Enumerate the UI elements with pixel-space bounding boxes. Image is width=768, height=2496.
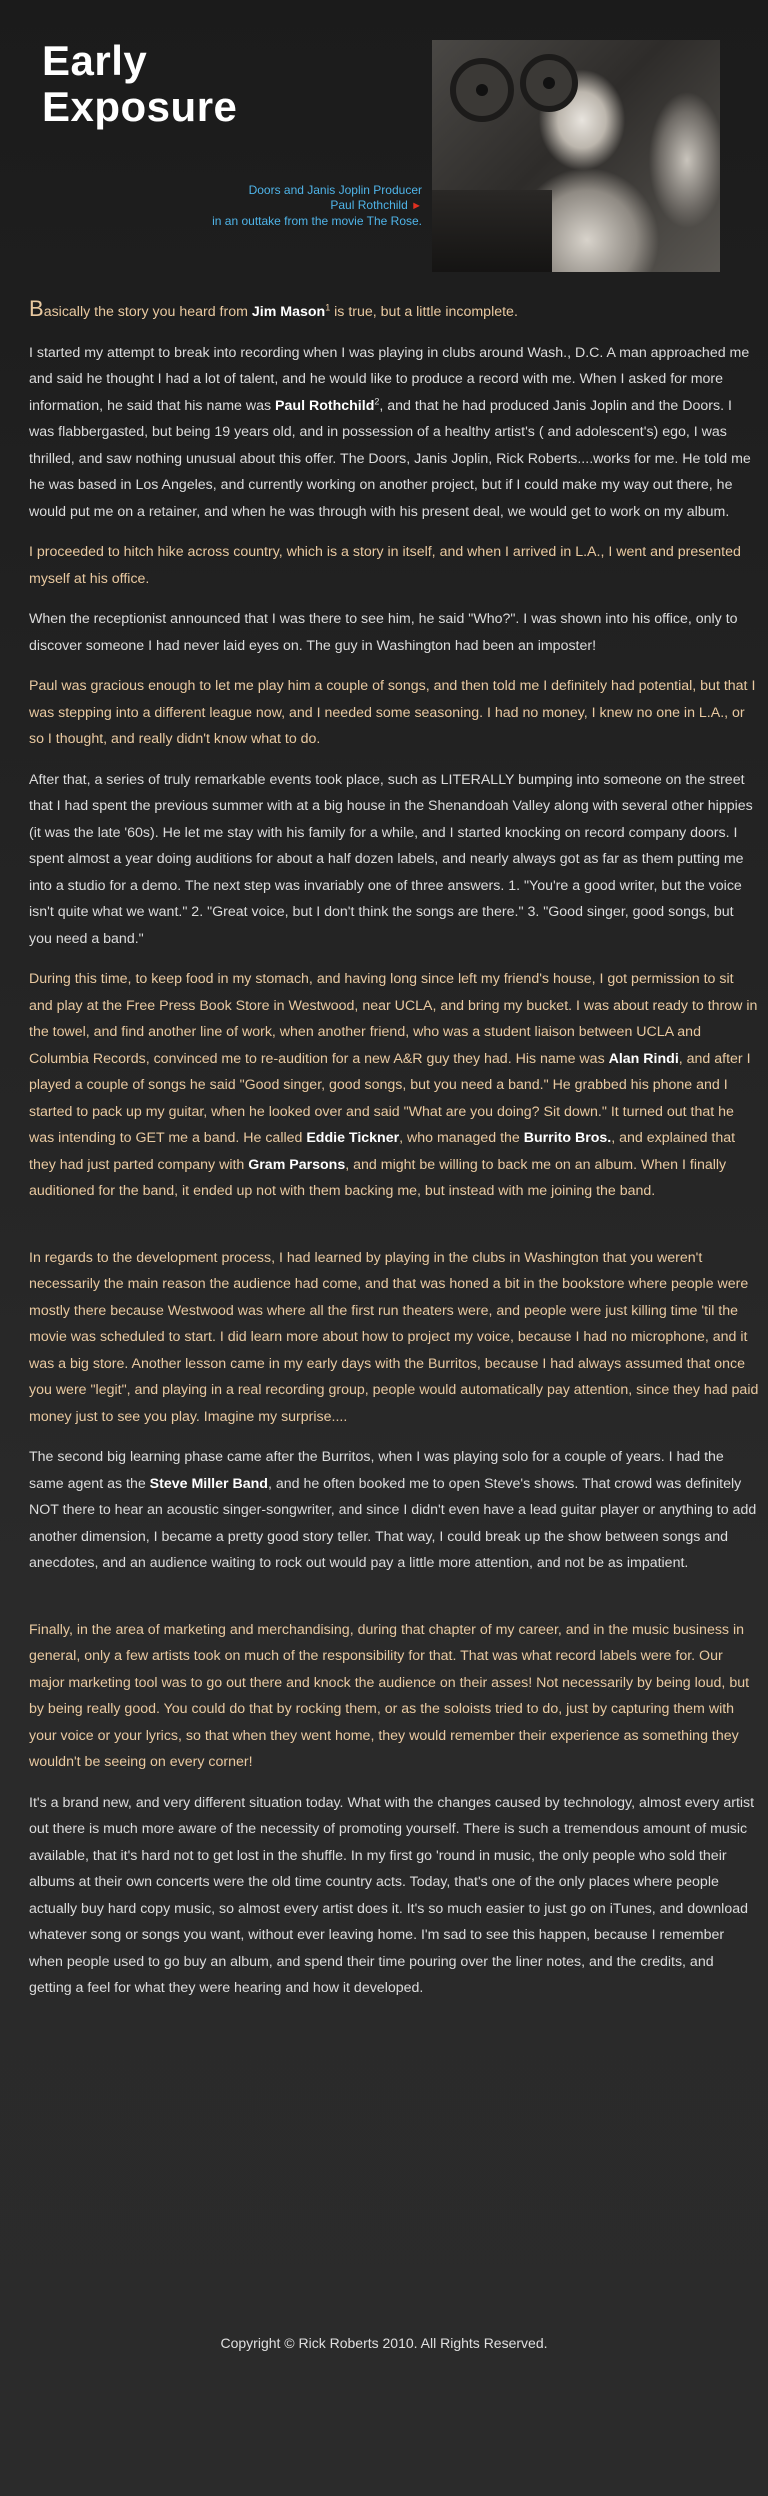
arrow-right-icon: ► — [411, 200, 422, 212]
caption-line2: Paul Rothchild — [330, 198, 408, 212]
caption-line1: Doors and Janis Joplin Producer — [248, 183, 422, 197]
caption-line3: in an outtake from the movie The Rose. — [212, 214, 422, 228]
section-gap — [29, 1219, 759, 1245]
article-body — [29, 296, 759, 2016]
name-steve-miller-band: Steve Miller Band — [149, 1475, 268, 1492]
producer-photo — [432, 40, 720, 272]
paragraph-11: It's a brand new, and very different situation today. What with the changes caused by technology, almost every artist out there is much more aware of the necessity of promoting yourself. There is such a tremendous amount of music available, that it's hard not to get lost in the shuffle. In my first go 'round in music, the only people who sold their albums at their own concerts were the old time country acts. Today, that's one of the only places where people actually buy hard copy music, so almost every artist does it. It's so much easier to just go on iTunes, and download whatever song or songs you want, without ever leaving home. I'm sad to see this happen, because I remember when people used to go buy an album, and spend their time pouring over the liner notes, and the credits, and getting a feel for what they were hearing and how it developed. — [29, 1794, 755, 1996]
name-burrito-bros: Burrito Bros. — [523, 1130, 612, 1146]
section-gap — [29, 1591, 759, 1617]
site-title-line2: Exposure — [42, 83, 238, 130]
paragraph-9: The second big learning phase came after the Burritos, when I was playing solo for a couple of years. I had the same agent as the Steve Miller Band, and he often booked me to open Steve's shows. That crowd was definitely NOT there to hear an acoustic singer-songwriter, and since I didn't even have a lead guitar player or anything to add another dimension, I became a pretty good story teller. That way, I could break up the show between songs and anecdotes, and an audience waiting to rock out would pay a little more attention, and not be as impatient. — [29, 1449, 757, 1571]
paragraph-10: Finally, in the area of marketing and merchandising, during that chapter of my career, and in the music business in general, only a few artists took on much of the responsibility for that. That was what record labels were for. Our major marketing tool was to go out there and knock the audience on their asses! Not necessarily by being loud, but by being really good. You could do that by rocking them, or as the soloists tried to do, just by capturing them with your voice or your lyrics, so that when they went home, they would remember their experience as something they wouldn't be seeing on every corner! — [29, 1621, 750, 1770]
paragraph-6: After that, a series of truly remarkable events took place, such as LITERALLY bumping into someone on the street that I had spent the previous summer with at a big house in the Shenandoah Valley along with several other hippies (it was the late '60s). He let me stay with his family for a while, and I started knocking on record company doors. I spent almost a year doing auditions for about a half dozen labels, and nearly always got as far as them putting me into a studio for a demo. The next step was invariably one of three answers. 1. "You're a good writer, but the voice isn't quite what we want." 2. "Great voice, but I don't think the songs are there." 3. "Good singer, good songs, but you need a band." — [29, 771, 753, 947]
name-jim-mason: Jim Mason — [251, 304, 326, 320]
site-title — [42, 38, 237, 130]
drop-cap: B — [29, 296, 44, 321]
name-paul-rothchild: Paul Rothchild — [275, 397, 375, 414]
mixing-console — [432, 190, 552, 272]
footnote-ref-1: 1 — [325, 302, 331, 313]
paragraph-7: During this time, to keep food in my stomach, and having long since left my friend's house, I got permission to sit and play at the Free Press Book Store in Westwood, near UCLA, and bring my bucket. I was about ready to throw in the towel, and find another line of work, when another friend, who was a student liaison between UCLA and Columbia Records, convinced me to re-audition for a new A&R guy they had. His name was Alan Rindi, and after I played a couple of songs he said "Good singer, good songs, but you need a band." He grabbed his phone and I started to pack up my guitar, when he looked over and said "What are you doing? Sit down." It turned out that he was intending to GET me a band. He called Eddie Tickner, who managed the Burrito Bros., and explained that they had just parted company with Gram Parsons, and might be willing to back me on an album. When I finally auditioned for the band, it ended up not with them backing me, but instead with me joining the band. — [29, 971, 758, 1199]
name-gram-parsons: Gram Parsons — [248, 1156, 346, 1173]
header — [0, 0, 768, 280]
name-alan-rindi: Alan Rindi — [608, 1050, 679, 1067]
site-title-line1: Early — [42, 37, 148, 84]
paragraph-8: In regards to the development process, I had learned by playing in the clubs in Washington that you weren't necessarily the main reason the audience had come, and that was honed a bit in the bookstore where people were mostly there because Westwood was where all the first run theaters were, and people were just killing time 'til the movie was scheduled to start. I did learn more about how to project my voice, because I had no microphone, and it was a big store. Another lesson came in my early days with the Burritos, because I had always assumed that once you were "legit", and playing in a real recording group, people would automatically pay attention, since they had paid money just to see you play. Imagine my surprise.... — [29, 1249, 759, 1425]
paragraph-2: I started my attempt to break into recording when I was playing in clubs around Wash., D.C. A man approached me and said he thought I had a lot of talent, and he would like to produce a record with me. When I asked for more information, he said that his name was Paul Rothchild$^2$, and that he had produced Janis Joplin and the Doors. I was flabbergasted, but being 19 years old, and in possession of a healthy artist's ( and adolescent's) ego, I was thrilled, and saw nothing unusual about this offer. The Doors, Janis Joplin, Rick Roberts....works for me. He told me he was based in Los Angeles, and currently working on another project, but if I could make my way out there, he would put me on a retainer, and when he was through with his present deal, we would get to work on my album. — [29, 344, 751, 520]
paragraph-5: Paul was gracious enough to let me play him a couple of songs, and then told me I definitely had potential, but that I was stepping into a different league now, and I needed some seasoning. I had no money, I knew no one in L.A., or so I thought, and really didn't know what to do. — [29, 678, 756, 747]
footnote-ref-2: 2 — [374, 395, 380, 406]
paragraph-4: When the receptionist announced that I was there to see him, he said "Who?". I was shown into his office, only to discover someone I had never laid eyes on. The guy in Washington had been an imposter! — [29, 611, 738, 654]
footer-copyright: Copyright © Rick Roberts 2010. All Rights Reserved. — [220, 2335, 548, 2351]
paragraph-3: I proceeded to hitch hike across country, which is a story in itself, and when I arrived in L.A., I went and presented myself at his office. — [29, 544, 741, 587]
tape-reel-icon — [520, 54, 578, 112]
photo-caption — [162, 183, 422, 229]
tape-reel-icon — [450, 58, 514, 122]
name-eddie-tickner: Eddie Tickner — [306, 1130, 400, 1146]
paragraph-intro: Basically the story you heard from Jim Mason$^1$ is true, but a little incomplete. — [29, 296, 518, 321]
